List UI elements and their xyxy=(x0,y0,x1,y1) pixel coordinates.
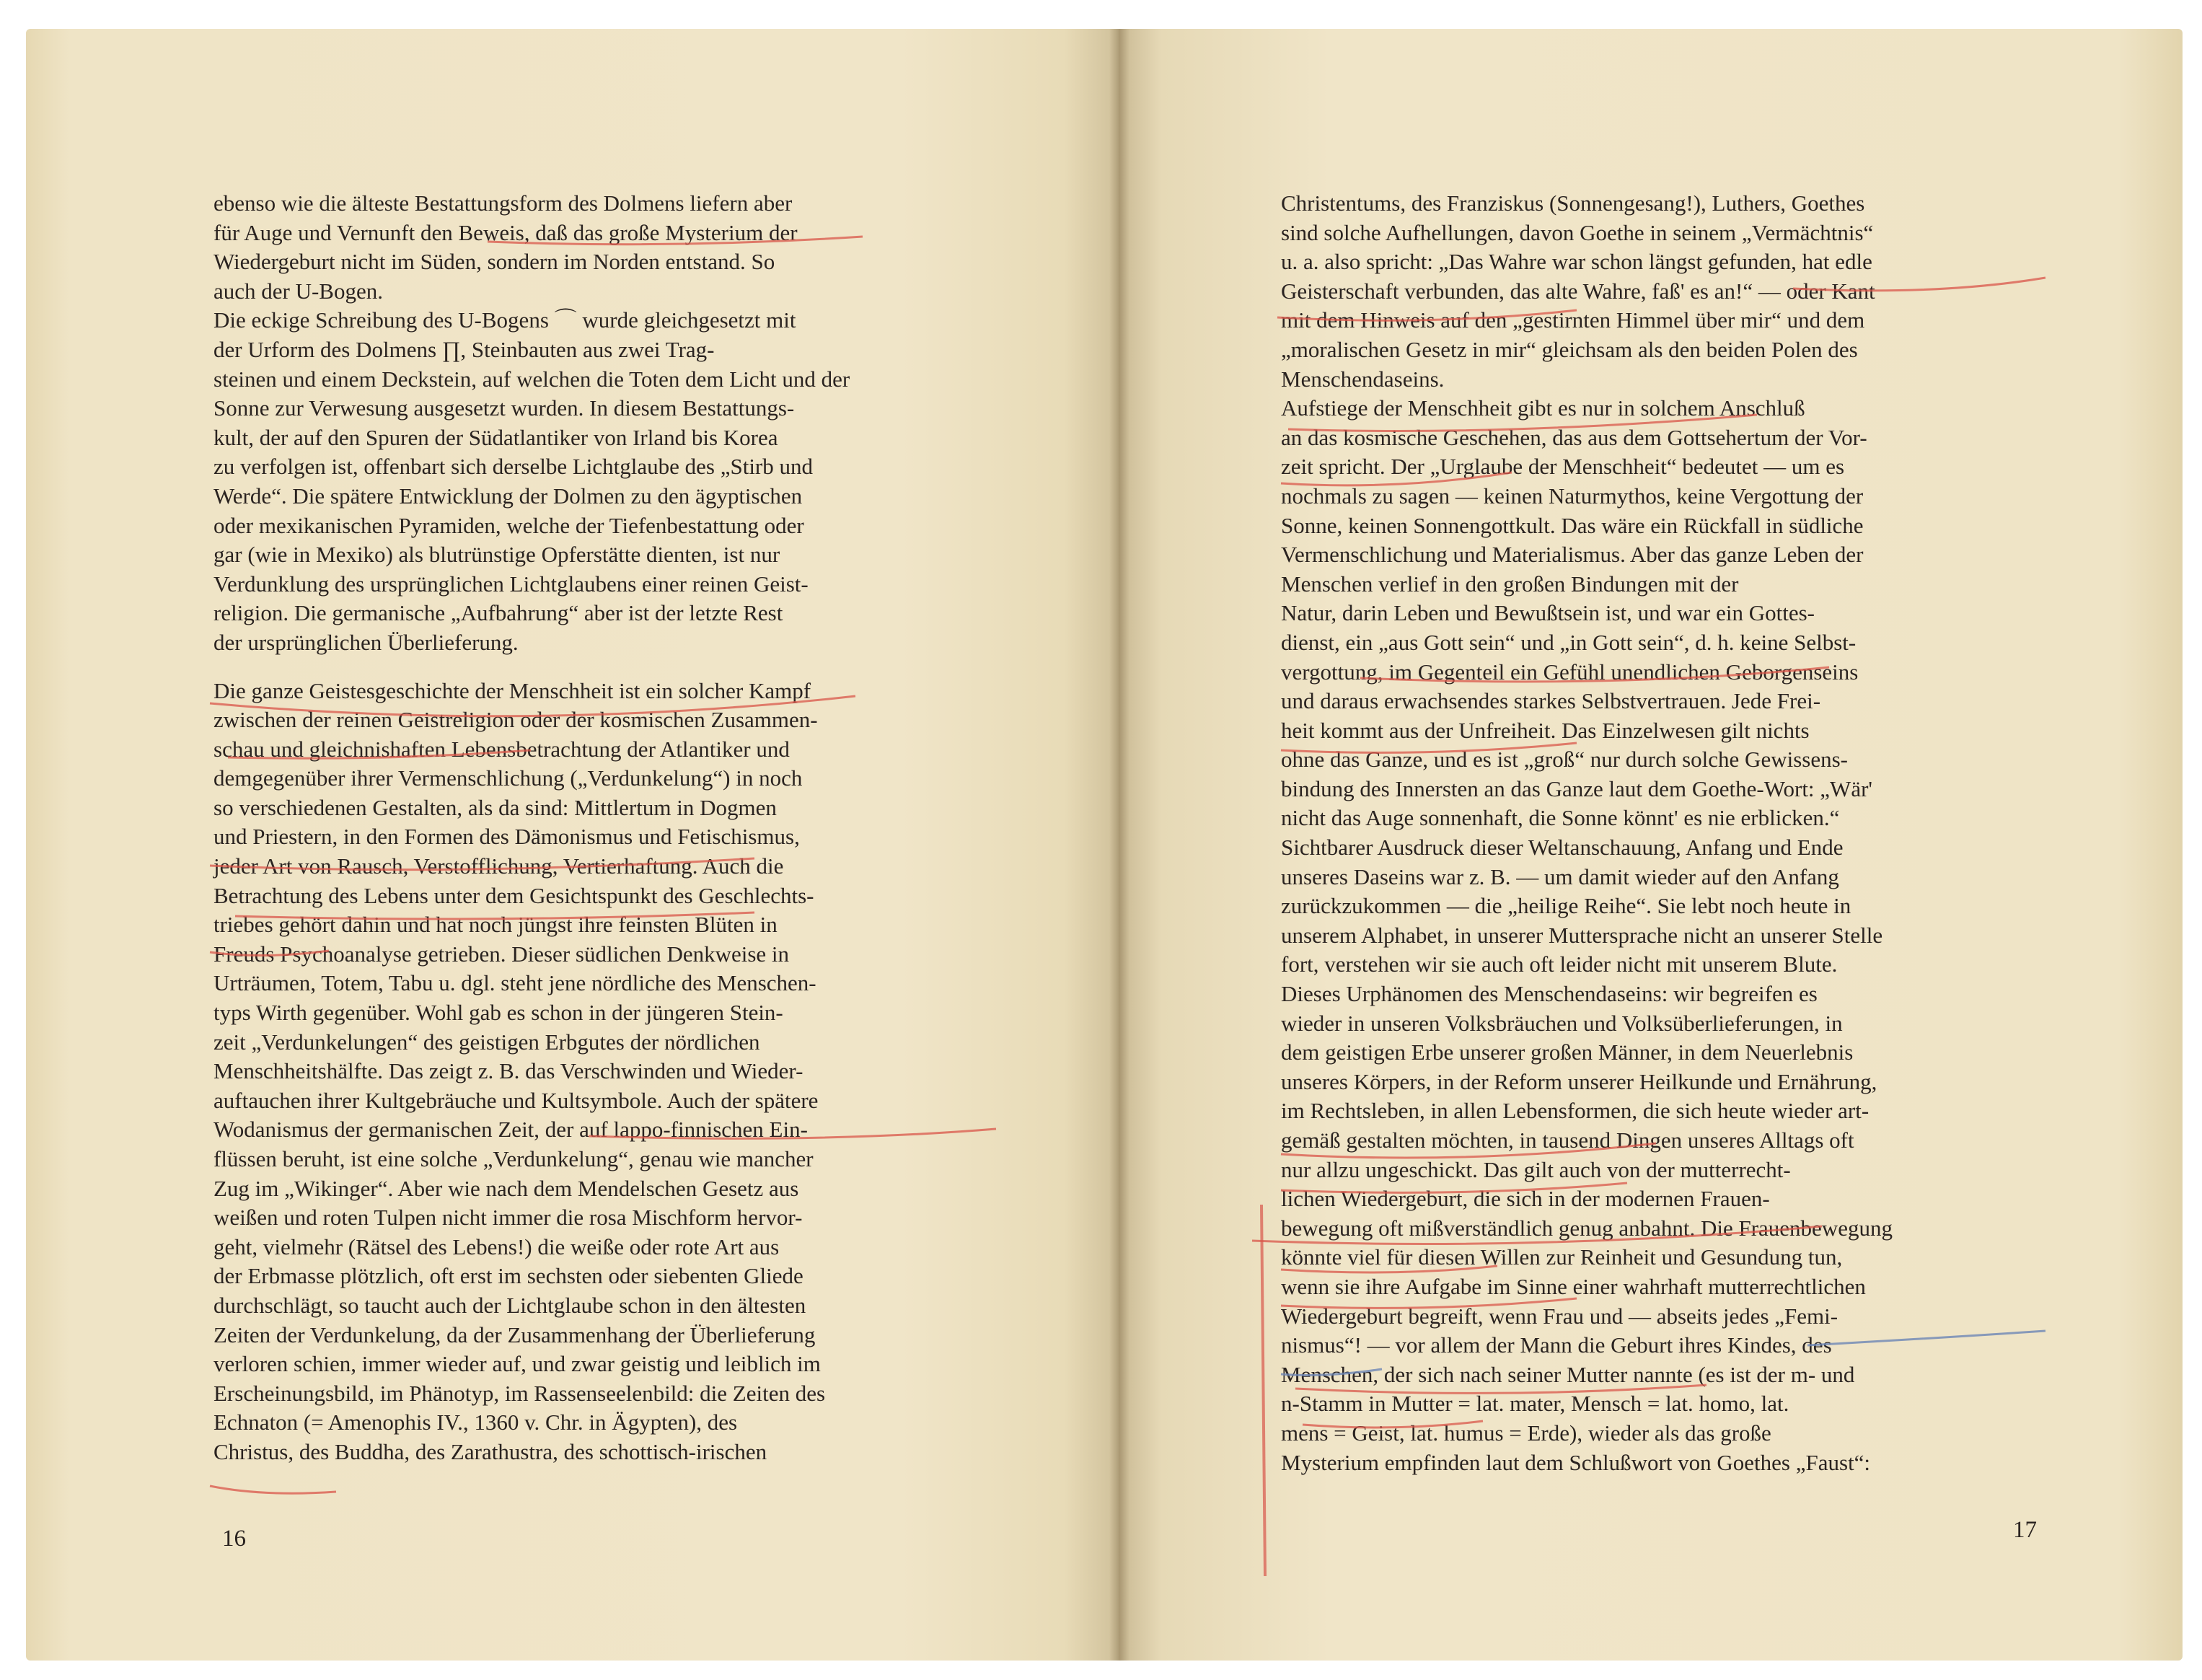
text-line: der Erbmasse plötzlich, oft erst im sechsten oder siebenten Gliede xyxy=(213,1263,803,1289)
text-line: gar (wie in Mexiko) als blutrünstige Opferstätte dienten, ist nur xyxy=(213,542,780,568)
text-line: u. a. also spricht: „Das Wahre war schon längst gefunden, hat edle xyxy=(1281,249,1872,275)
text-line: Vermenschlichung und Materialismus. Aber das ganze Leben der xyxy=(1281,542,1864,568)
text-line: Menschen, der sich nach seiner Mutter nannte (es ist der m- und xyxy=(1281,1361,1855,1387)
text-line: lichen Wiedergeburt, die sich in der modernen Frauen- xyxy=(1281,1186,1770,1212)
text-line: schau und gleichnishaften Lebensbetrachtung der Atlantiker und xyxy=(213,736,790,762)
text-line: bindung des Innersten an das Ganze laut dem Goethe-Wort: „Wär' xyxy=(1281,775,1872,801)
book-spread xyxy=(26,29,2183,1661)
text-line: Christus, des Buddha, des Zarathustra, des schottisch-irischen xyxy=(213,1438,767,1464)
text-line: nicht das Auge sonnenhaft, die Sonne könnt' es nie erblicken.“ xyxy=(1281,805,1840,831)
text-line: an das kosmische Geschehen, das aus dem Gottsehertum der Vor- xyxy=(1281,424,1867,450)
text-line: Menschen verlief in den großen Bindungen mit der xyxy=(1281,571,1739,597)
text-line: Menschendaseins. xyxy=(1281,366,1445,392)
text-line: Zug im „Wikinger“. Aber wie nach dem Mendelschen Gesetz aus xyxy=(213,1175,799,1201)
text-line: religion. Die germanische „Aufbahrung“ aber ist der letzte Rest xyxy=(213,600,783,626)
text-line: Natur, darin Leben und Bewußtsein ist, und war ein Gottes- xyxy=(1281,600,1815,626)
text-line: dem geistigen Erbe unserer großen Männer, in dem Neuerlebnis xyxy=(1281,1039,1854,1065)
left-page xyxy=(26,29,1119,1661)
text-line: flüssen beruht, ist eine solche „Verdunkelung“, genau wie mancher xyxy=(213,1146,814,1171)
text-line: Betrachtung des Lebens unter dem Gesichtspunkt des Geschlechts- xyxy=(213,882,814,908)
text-line: „moralischen Gesetz in mir“ gleichsam als den beiden Polen des xyxy=(1281,336,1858,362)
text-line: zwischen der reinen Geistreligion oder der kosmischen Zusammen- xyxy=(213,707,818,733)
right-page-number: 17 xyxy=(2013,1517,2037,1543)
text-line: durchschlägt, so taucht auch der Lichtglaube schon in den ältesten xyxy=(213,1292,806,1318)
text-line: ebenso wie die älteste Bestattungsform des Dolmens liefern aber xyxy=(213,190,793,216)
right-page-text xyxy=(1281,189,2060,1477)
text-line: Werde“. Die spätere Entwicklung der Dolmen zu den ägyptischen xyxy=(213,483,803,509)
text-line: Christentums, des Franziskus (Sonnengesang!), Luthers, Goethes xyxy=(1281,190,1865,216)
left-page-text xyxy=(213,189,996,1467)
text-line: Dieses Urphänomen des Menschendaseins: wir begreifen es xyxy=(1281,981,1818,1007)
text-line: Wodanismus der germanischen Zeit, der auf lappo-finnischen Ein- xyxy=(213,1117,808,1143)
text-line: und daraus erwachsendes starkes Selbstvertrauen. Jede Frei- xyxy=(1281,688,1821,714)
text-line: Aufstiege der Menschheit gibt es nur in solchem Anschluß xyxy=(1281,395,1805,421)
text-line: könnte viel für diesen Willen zur Reinheit und Gesundung tun, xyxy=(1281,1244,1843,1270)
text-line: vergottung, im Gegenteil ein Gefühl unendlichen Geborgenseins xyxy=(1281,659,1859,685)
text-line: Freuds Psychoanalyse getrieben. Dieser südlichen Denkweise in xyxy=(213,941,790,967)
text-line: typs Wirth gegenüber. Wohl gab es schon in der jüngeren Stein- xyxy=(213,1000,783,1026)
text-line: nur allzu ungeschickt. Das gilt auch von der mutterrecht- xyxy=(1281,1156,1791,1182)
text-line: der Urform des Dolmens ∏, Steinbauten aus zwei Trag- xyxy=(213,336,715,362)
text-line: unseres Körpers, in der Reform unserer Heilkunde und Ernährung, xyxy=(1281,1068,1877,1094)
text-line: Die eckige Schreibung des U-Bogens ⌒ wurde gleichgesetzt mit xyxy=(213,307,796,333)
text-line: Verdunklung des ursprünglichen Lichtglaubens einer reinen Geist- xyxy=(213,571,809,597)
text-line: Sonne zur Verwesung ausgesetzt wurden. In diesem Bestattungs- xyxy=(213,395,795,421)
text-line: wenn sie ihre Aufgabe im Sinne einer wahrhaft mutterrechtlichen xyxy=(1281,1273,1866,1299)
text-line: Erscheinungsbild, im Phänotyp, im Rassenseelenbild: die Zeiten des xyxy=(213,1380,826,1406)
right-page xyxy=(1119,29,2183,1661)
text-line: auftauchen ihrer Kultgebräuche und Kultsymbole. Auch der spätere xyxy=(213,1087,819,1113)
text-line: verloren schien, immer wieder auf, und zwar geistig und leiblich im xyxy=(213,1351,821,1377)
text-line: gemäß gestalten möchten, in tausend Dingen unseres Alltags oft xyxy=(1281,1127,1854,1153)
text-line: Die ganze Geistesgeschichte der Menschheit ist ein solcher Kampf xyxy=(213,677,811,703)
text-line: Sichtbarer Ausdruck dieser Weltanschauung, Anfang und Ende xyxy=(1281,835,1844,861)
text-line: sind solche Aufhellungen, davon Goethe in seinem „Vermächtnis“ xyxy=(1281,219,1874,245)
text-line: auch der U-Bogen. xyxy=(213,278,383,304)
text-line: weißen und roten Tulpen nicht immer die rosa Mischform hervor- xyxy=(213,1205,803,1231)
text-line: im Rechtsleben, in allen Lebensformen, die sich heute wieder art- xyxy=(1281,1098,1870,1124)
text-line: n-Stamm in Mutter = lat. mater, Mensch = lat. homo, lat. xyxy=(1281,1391,1789,1417)
text-line: mit dem Hinweis auf den „gestirnten Himmel über mir“ und dem xyxy=(1281,307,1865,333)
text-line: kult, der auf den Spuren der Südatlantiker von Irland bis Korea xyxy=(213,424,778,450)
text-line: und Priestern, in den Formen des Dämonismus und Fetischismus, xyxy=(213,824,800,850)
text-line: Wiedergeburt nicht im Süden, sondern im Norden entstand. So xyxy=(213,249,775,275)
text-line: wieder in unseren Volksbräuchen und Volksüberlieferungen, in xyxy=(1281,1010,1843,1036)
text-line: oder mexikanischen Pyramiden, welche der Tiefenbestattung oder xyxy=(213,512,804,538)
text-line xyxy=(213,658,996,677)
text-line: jeder Art von Rausch, Verstofflichung, Vertierhaftung. Auch die xyxy=(213,853,784,879)
text-line: der ursprünglichen Überlieferung. xyxy=(213,629,519,655)
text-line: nismus“! — vor allem der Mann die Geburt ihres Kindes, des xyxy=(1281,1332,1832,1358)
text-line: heit kommt aus der Unfreiheit. Das Einzelwesen gilt nichts xyxy=(1281,717,1810,743)
text-line: Echnaton (= Amenophis IV., 1360 v. Chr. in Ägypten), des xyxy=(213,1409,738,1435)
text-line: Menschheitshälfte. Das zeigt z. B. das Verschwinden und Wieder- xyxy=(213,1058,803,1084)
text-line: zu verfolgen ist, offenbart sich derselbe Lichtglaube des „Stirb und xyxy=(213,454,814,480)
text-line: zeit „Verdunkelungen“ des geistigen Erbgutes der nördlichen xyxy=(213,1029,760,1055)
text-line: triebes gehört dahin und hat noch jüngst ihre feinsten Blüten in xyxy=(213,912,778,938)
text-line: zurückzukommen — die „heilige Reihe“. Sie lebt noch heute in xyxy=(1281,893,1851,919)
left-page-number: 16 xyxy=(222,1526,246,1552)
text-line: nochmals zu sagen — keinen Naturmythos, keine Vergottung der xyxy=(1281,483,1864,509)
text-line: mens = Geist, lat. humus = Erde), wieder als das große xyxy=(1281,1420,1771,1446)
text-line: bewegung oft mißverständlich genug anbahnt. Die Frauenbewegung xyxy=(1281,1215,1893,1241)
text-line: Mysterium empfinden laut dem Schlußwort von Goethes „Faust“: xyxy=(1281,1449,1871,1475)
text-line: ohne das Ganze, und es ist „groß“ nur durch solche Gewissens- xyxy=(1281,747,1848,773)
text-line: Geisterschaft verbunden, das alte Wahre, faß' es an!“ — oder Kant xyxy=(1281,278,1875,304)
text-line: so verschiedenen Gestalten, als da sind: Mittlertum in Dogmen xyxy=(213,794,777,820)
text-line: Zeiten der Verdunkelung, da der Zusammenhang der Überlieferung xyxy=(213,1321,816,1347)
text-line: zeit spricht. Der „Urglaube der Menschheit“ bedeutet — um es xyxy=(1281,454,1845,480)
text-line: fort, verstehen wir sie auch oft leider nicht mit unserem Blute. xyxy=(1281,951,1838,977)
text-line: Urträumen, Totem, Tabu u. dgl. steht jene nördliche des Menschen- xyxy=(213,970,816,996)
text-line: unserem Alphabet, in unserer Muttersprache nicht an unserer Stelle xyxy=(1281,922,1883,948)
text-line: dienst, ein „aus Gott sein“ und „in Gott sein“, d. h. keine Selbst- xyxy=(1281,629,1857,655)
text-line: Sonne, keinen Sonnengottkult. Das wäre ein Rückfall in südliche xyxy=(1281,512,1864,538)
text-line: steinen und einem Deckstein, auf welchen die Toten dem Licht und der xyxy=(213,366,850,392)
text-line: Wiedergeburt begreift, wenn Frau und — abseits jedes „Femi- xyxy=(1281,1303,1838,1329)
text-line: geht, vielmehr (Rätsel des Lebens!) die weiße oder rote Art aus xyxy=(213,1233,780,1259)
text-line: unseres Daseins war z. B. — um damit wieder auf den Anfang xyxy=(1281,863,1839,889)
text-line: demgegenüber ihrer Vermenschlichung („Verdunkelung“) in noch xyxy=(213,765,803,791)
text-line: für Auge und Vernunft den Beweis, daß das große Mysterium der xyxy=(213,219,798,245)
book-gutter xyxy=(1109,29,1129,1661)
